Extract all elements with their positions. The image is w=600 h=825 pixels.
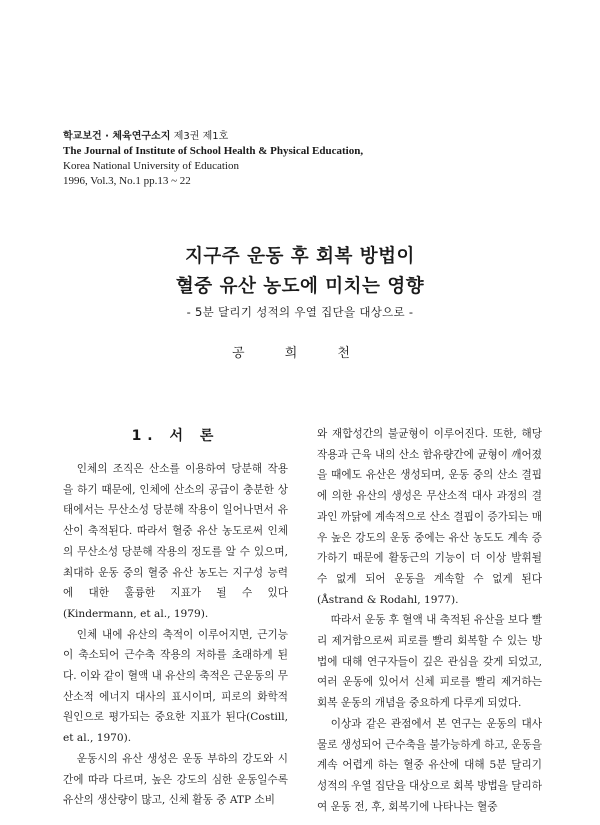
journal-header: [63, 129, 363, 189]
right-column: [317, 424, 542, 817]
paragraph: 따라서 운동 후 혈액 내 축적된 유산을 보다 빨리 제거함으로써 피로를 빨리 회복할 수 있는 방법에 대해 연구자들이 깊은 관심을 갖게 되었고, 여러 운동에 있어서 신체 피로를 빨리 제거하는 회복 운동의 개념을 중요하게 다루게 되었다.: [317, 614, 542, 710]
title-line-2: 혈중 유산 농도에 미치는 영향: [175, 276, 425, 297]
section-heading: 1. 서 론: [131, 428, 220, 444]
journal-issue: 1996, Vol.3, No.1 pp.13 ~ 22: [63, 175, 191, 187]
journal-volume-ko: 제3권 제1호: [173, 131, 229, 142]
paragraph: 이상과 같은 관점에서 본 연구는 운동의 대사물로 생성되어 근수축을 불가능하게 하고, 운동을 계속 어렵게 하는 혈중 유산에 대해 5분 달리기 성적의 우열 집단을 대상으로 회복 방법을 달리하여 운동 전, 후, 회복기에 나타나는 혈중: [317, 717, 542, 813]
title-line-1: 지구주 운동 후 회복 방법이: [185, 246, 415, 267]
paragraph: 운동시의 유산 생성은 운동 부하의 강도와 시간에 따라 다르며, 높은 강도의 심한 운동일수록 유산의 생산량이 많고, 신체 활동 중 ATP 소비: [63, 752, 288, 807]
paragraph: 인체의 조직은 산소를 이용하여 당분해 작용을 하기 때문에, 인체에 산소의 공급이 충분한 상태에서는 무산소성 당분해 작용이 일어나면서 유산이 축적된다. 따라서 혈중 유산 농도로써 인체의 무산소성 당분해 작용의 정도를 알 수 있으며, 최대하 운동 중의 혈중 유산 농도는 지구성 능력에 대한 훌륭한 지표가 될 수 있다 (Kindermann, et al., 1979).: [63, 463, 288, 620]
journal-university: Korea National University of Education: [63, 160, 239, 172]
author: 공 희 천: [232, 346, 368, 361]
journal-name-line: [63, 129, 363, 144]
journal-name-ko: 학교보건 · 체육연구소지: [63, 131, 171, 142]
journal-name-en: The Journal of Institute of School Health & Physical Education,: [63, 145, 364, 157]
paragraph: 인체 내에 유산의 축적이 이루어지면, 근기능이 축소되어 근수축 작용의 저하를 초래하게 된다. 이와 같이 혈액 내 유산의 축적은 근운동의 무산소적 에너지 대사의 표시이며, 피로의 화학적 원인으로 평가되는 중요한 지표가 된다(Costill, et al., 1970).: [63, 628, 288, 745]
paragraph: 와 재합성간의 불균형이 이루어진다. 또한, 해당 작용과 근육 내의 산소 함유량간에 균형이 깨어졌을 때에도 유산은 생성되며, 운동 중의 산소 결핍에 의한 유산의 생성은 무산소적 대사 과정의 결과인 까닭에 계속적으로 산소 결핍이 증가되는 매우 높은 강도의 운동 중에는 유산 농도도 계속 증가하기 때문에 활동근의 기능이 더 이상 발휘될 수 없게 되어 운동을 계속할 수 없게 된다(Åstrand & Rodahl, 1977).: [317, 428, 542, 606]
left-column: [63, 459, 288, 811]
subtitle: - 5분 달리기 성적의 우열 집단을 대상으로 -: [186, 305, 414, 319]
